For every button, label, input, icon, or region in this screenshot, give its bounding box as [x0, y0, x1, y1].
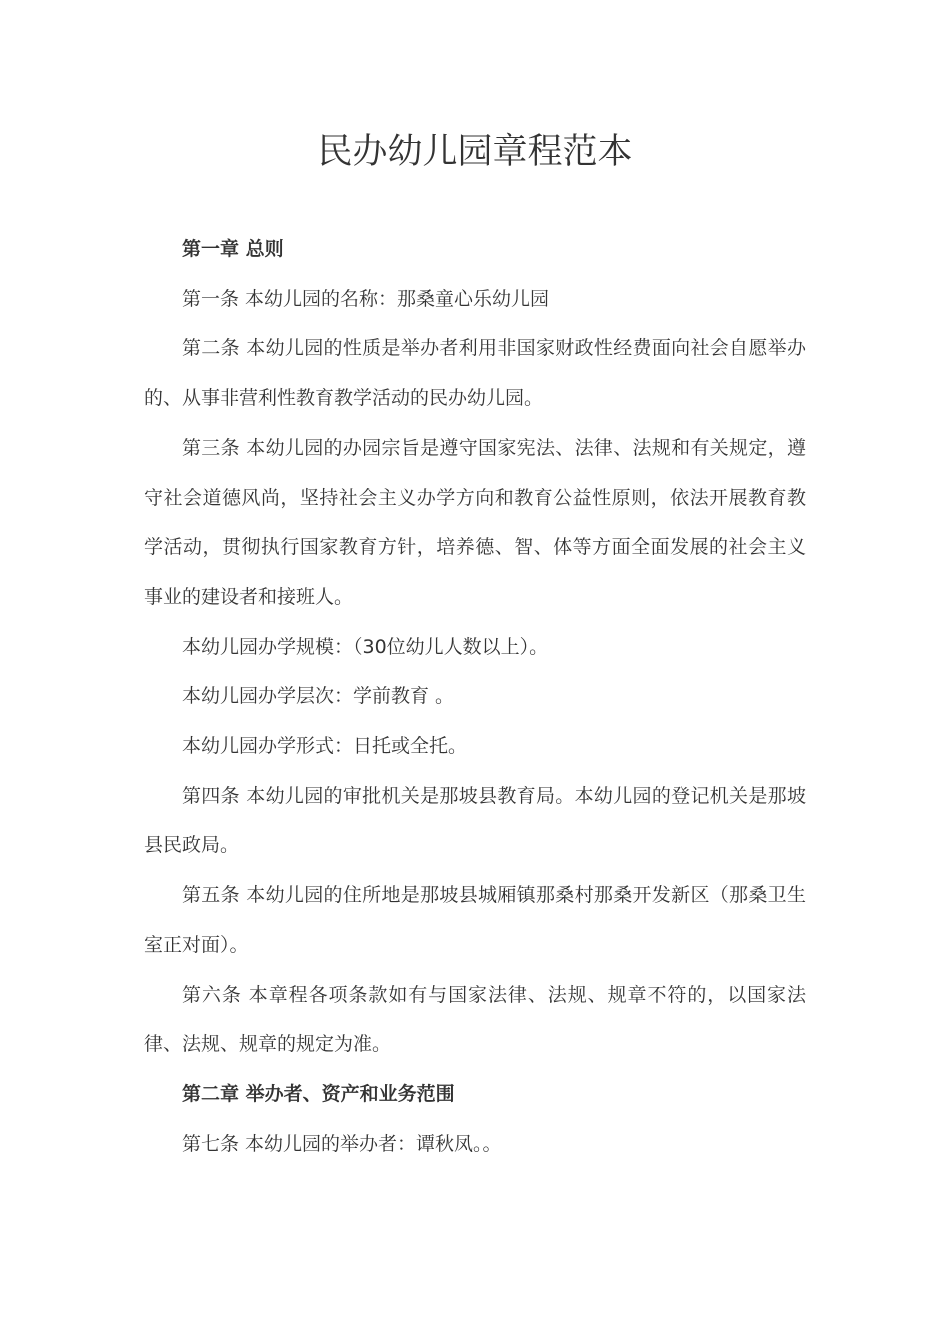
- scale-paragraph: 本幼儿园办学规模：（30位幼儿人数以上）。: [182, 635, 549, 658]
- article-3: 第三条 本幼儿园的办园宗旨是遵守国家宪法、法律、法规和有关规定，遵守社会道德风尚，坚持社会主义办学方向和教育公益性原则，依法开展教育教学活动，贯彻执行国家教育方针，培养德、智、体等方面全面发展的社会主义事业的建设者和接班人。: [144, 436, 806, 608]
- article-2: 第二条 本幼儿园的性质是举办者利用非国家财政性经费面向社会自愿举办的、从事非营利性教育教学活动的民办幼儿园。: [144, 337, 806, 410]
- document-title: 民办幼儿园章程范本: [317, 132, 633, 172]
- chapter-heading-2: 第二章 举办者、资产和业务范围: [182, 1082, 455, 1105]
- document-body: [144, 225, 806, 1169]
- article-4: 第四条 本幼儿园的审批机关是那坡县教育局。本幼儿园的登记机关是那坡县民政局。: [144, 784, 806, 857]
- article-5: 第五条 本幼儿园的住所地是那坡县城厢镇那桑村那桑开发新区（那桑卫生室正对面）。: [144, 884, 806, 956]
- article-6: 第六条 本章程各项条款如有与国家法律、法规、规章不符的，以国家法律、法规、规章的规定为准。: [144, 983, 806, 1056]
- article-7: 第七条 本幼儿园的举办者：谭秋凤。。: [182, 1132, 502, 1155]
- chapter-heading-1: 第一章 总则: [182, 238, 284, 260]
- article-1: 第一条 本幼儿园的名称：那桑童心乐幼儿园: [182, 287, 550, 310]
- level-paragraph: 本幼儿园办学层次：学前教育 。: [182, 685, 455, 708]
- form-paragraph: 本幼儿园办学形式：日托或全托。: [182, 735, 468, 758]
